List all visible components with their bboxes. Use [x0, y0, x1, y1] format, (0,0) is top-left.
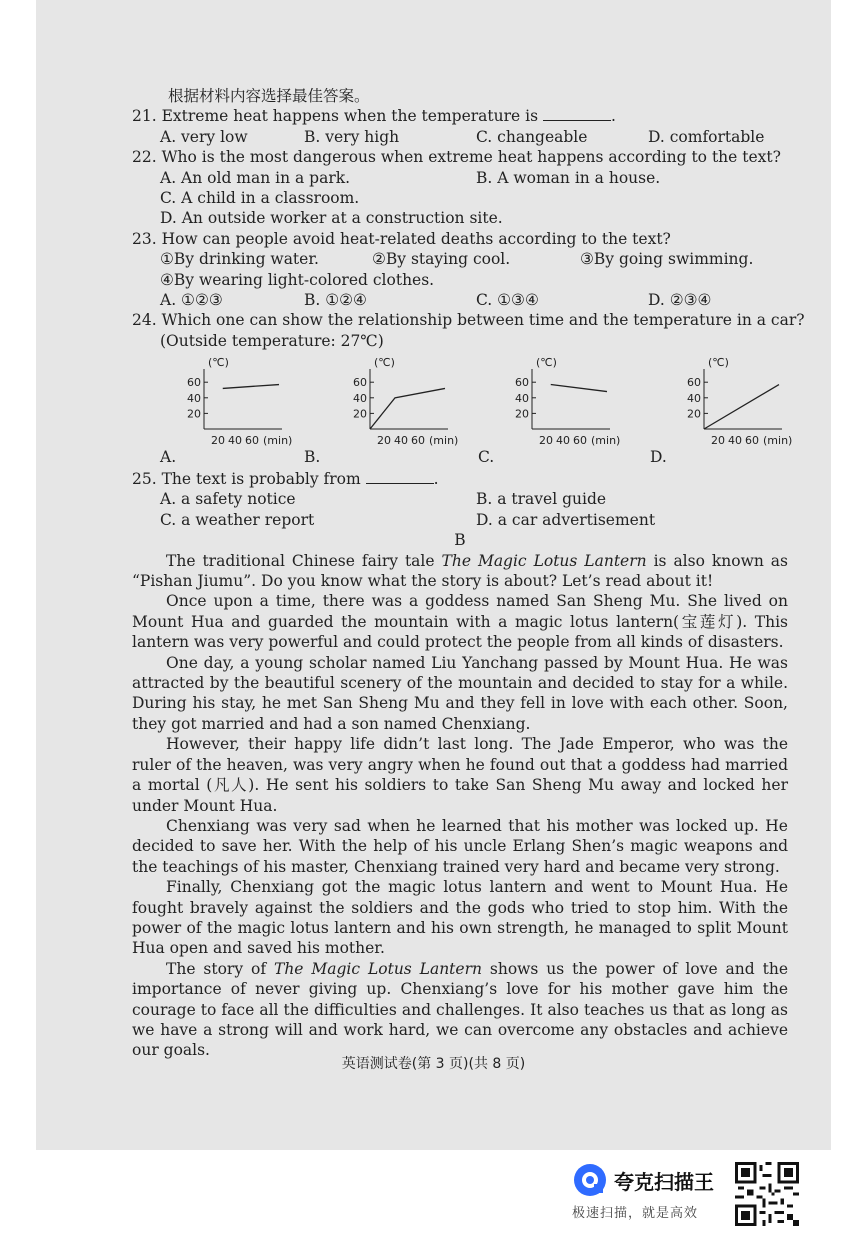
exam-content — [132, 86, 805, 1061]
passage-paragraph — [132, 959, 788, 1061]
y-axis-label: (℃) — [208, 356, 229, 370]
x-tick-label: 60 — [573, 434, 587, 448]
answer-blank — [366, 469, 434, 484]
x-tick-label: 20 — [377, 434, 391, 448]
brand-slogan: 极速扫描，就是高效 — [572, 1206, 699, 1221]
q21-options — [132, 127, 788, 147]
x-axis-label: (min) — [263, 434, 293, 448]
q23-statement-2: ②By staying cool. — [372, 250, 511, 269]
x-tick-label: 40 — [228, 434, 242, 448]
y-tick-label: 60 — [687, 376, 701, 390]
q25-option-b: B. a travel guide — [476, 490, 607, 509]
q22-options-ab — [132, 168, 788, 188]
q25-stem: 25. The text is probably from — [132, 470, 361, 489]
y-tick-label: 20 — [515, 407, 529, 421]
q23-stem: 23. How can people avoid heat-related deaths according to the text? — [132, 229, 671, 248]
q24-note: (Outside temperature: 27℃) — [160, 331, 384, 350]
q21-option-b: B. very high — [304, 127, 400, 146]
q23-option-a: A. ①②③ — [160, 290, 223, 309]
y-tick-label: 60 — [515, 376, 529, 390]
temperature-line — [223, 385, 279, 389]
chart-d-label: D. — [650, 448, 667, 467]
q25-option-d: D. a car advertisement — [476, 510, 656, 529]
q23-statement-3: ③By going swimming. — [580, 250, 754, 269]
y-tick-label: 60 — [353, 376, 367, 390]
page-footer: 英语测试卷(第 3 页)(共 8 页) — [341, 1056, 526, 1072]
q21-end: . — [610, 107, 616, 126]
question-25 — [132, 469, 788, 489]
q22-stem: 22. Who is the most dangerous when extreme heat happens according to the text? — [132, 148, 781, 167]
passage — [132, 551, 788, 1061]
x-tick-label: 40 — [728, 434, 742, 448]
passage-paragraph: Once upon a time, there was a goddess named San Sheng Mu. She lived on Mount Hua and guarded the mountain with a magic lotus lantern(宝莲灯). This lantern was very powerful and could protect the people from all kinds of disasters. — [132, 592, 788, 652]
question-21 — [132, 106, 788, 126]
q22-option-c: C. A child in a classroom. — [160, 188, 360, 207]
q23-option-d: D. ②③④ — [648, 290, 712, 309]
q23-statement-1: ①By drinking water. — [160, 250, 319, 269]
q23-statements — [132, 249, 788, 269]
x-axis-label: (min) — [763, 434, 793, 448]
instruction: 根据材料内容选择最佳答案。 — [168, 87, 370, 105]
temperature-line — [704, 385, 779, 429]
scanner-watermark — [572, 1162, 714, 1221]
y-tick-label: 40 — [515, 391, 529, 405]
answer-blank — [543, 106, 611, 121]
y-tick-label: 40 — [353, 391, 367, 405]
y-tick-label: 20 — [687, 407, 701, 421]
chart-b-label: B. — [304, 448, 321, 467]
q22-option-b: B. A woman in a house. — [476, 168, 661, 187]
x-axis-label: (min) — [429, 434, 459, 448]
story-title: The Magic Lotus Lantern — [273, 959, 482, 978]
q23-option-c: C. ①③④ — [476, 290, 539, 309]
passage-paragraph: One day, a young scholar named Liu Yanchang passed by Mount Hua. He was attracted by the beautiful scenery of the mountain and decided to stay for a while. During his stay, he met San Sheng Mu and they fell in love with each other. Soon, they got married and had a son named Chenxiang. — [132, 653, 788, 733]
x-tick-label: 40 — [556, 434, 570, 448]
passage-paragraph: Finally, Chenxiang got the magic lotus lantern and went to Mount Hua. He fought bravely against the soldiers and the gods who tried to stop him. With the power of the magic lotus lantern and his own strength, he managed to split Mount Hua open and saved his mother. — [132, 878, 788, 958]
quark-logo-icon — [572, 1162, 608, 1198]
chart-a — [154, 351, 304, 449]
p1-text: The traditional Chinese fairy tale — [166, 551, 442, 570]
chart-c-label: C. — [478, 448, 495, 467]
brand-name: 夸克扫描王 — [614, 1170, 714, 1194]
y-tick-label: 20 — [353, 407, 367, 421]
q25-option-c: C. a weather report — [160, 510, 315, 529]
chart-d — [654, 351, 804, 449]
y-tick-label: 40 — [187, 391, 201, 405]
q25-options-ab — [132, 489, 788, 509]
y-axis-label: (℃) — [708, 356, 729, 370]
q23-statement-4: ④By wearing light-colored clothes. — [160, 270, 435, 289]
q22-option-a: A. An old man in a park. — [160, 168, 351, 187]
p7-text: The story of — [166, 959, 274, 978]
temperature-line — [551, 385, 607, 392]
qr-code-icon — [735, 1162, 799, 1226]
q25-end: . — [433, 470, 439, 489]
section-b-heading: B — [454, 531, 466, 550]
temperature-line — [370, 389, 445, 430]
x-tick-label: 20 — [211, 434, 225, 448]
passage-paragraph — [132, 551, 788, 592]
x-axis-label: (min) — [591, 434, 621, 448]
q25-options-cd — [132, 510, 788, 530]
q21-option-a: A. very low — [160, 127, 248, 146]
q21-option-c: C. changeable — [476, 127, 588, 146]
q21-stem: 21. Extreme heat happens when the temperature is — [132, 107, 539, 126]
x-tick-label: 40 — [394, 434, 408, 448]
passage-paragraph: However, their happy life didn’t last long. The Jade Emperor, who was the ruler of the heaven, was very angry when he found out that a goddess had married a mortal (凡人). He sent his soldiers to take San Sheng Mu away and locked her under Mount Hua. — [132, 735, 788, 815]
q24-charts — [132, 351, 793, 469]
q22-option-d: D. An outside worker at a construction site. — [160, 209, 503, 228]
chart-b — [320, 351, 470, 449]
q23-option-b: B. ①②④ — [304, 290, 367, 309]
x-tick-label: 60 — [245, 434, 259, 448]
x-tick-label: 20 — [539, 434, 553, 448]
p7-text-rest: shows us the power of love and the importance of never giving up. Chenxiang’s love for his mother gave him the courage to face all the difficulties and challenges. It also teaches us that as long as we have a strong will and work hard, we can overcome any obstacles and achieve our goals. — [132, 959, 788, 1060]
p1-text-rest: is also known as “Pishan Jiumu”. Do you know what the story is about? Let’s read about it! — [132, 551, 788, 591]
y-axis-label: (℃) — [374, 356, 395, 370]
chart-c — [482, 351, 632, 449]
y-tick-label: 20 — [187, 407, 201, 421]
q23-options — [132, 290, 788, 310]
x-tick-label: 60 — [745, 434, 759, 448]
x-tick-label: 60 — [411, 434, 425, 448]
y-axis-label: (℃) — [536, 356, 557, 370]
q25-option-a: A. a safety notice — [160, 490, 296, 509]
y-tick-label: 40 — [687, 391, 701, 405]
q21-option-d: D. comfortable — [648, 127, 765, 146]
story-title: The Magic Lotus Lantern — [441, 551, 647, 570]
q24-stem: 24. Which one can show the relationship between time and the temperature in a car? — [132, 311, 805, 330]
chart-a-label: A. — [160, 448, 177, 467]
y-tick-label: 60 — [187, 376, 201, 390]
passage-paragraph: Chenxiang was very sad when he learned that his mother was locked up. He decided to save her. With the help of his uncle Erlang Shen’s magic weapons and the teachings of his master, Chenxiang trained very hard and became very strong. — [132, 816, 788, 876]
x-tick-label: 20 — [711, 434, 725, 448]
